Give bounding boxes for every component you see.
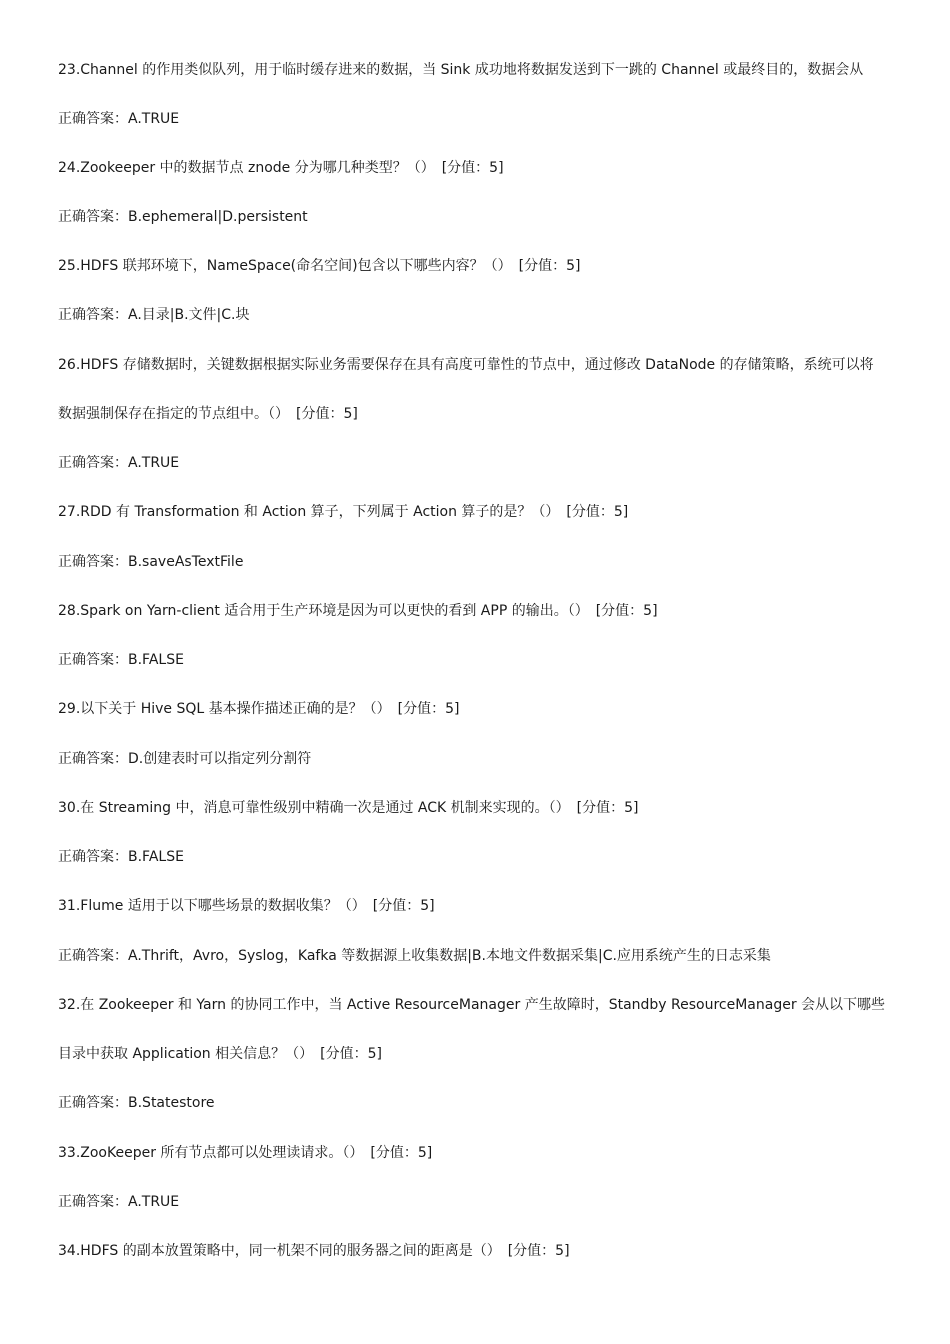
answer-24: 正确答案：B.ephemeral|D.persistent xyxy=(58,209,308,225)
question-24: 24.Zookeeper 中的数据节点 znode 分为哪几种类型？（） [分值：5] xyxy=(58,160,504,176)
question-23-text-line-1: 23.Channel 的作用类似队列，用于临时缓存进来的数据，当 Sink 成功地将数据发送到下一跳的 Channel 或最终目的，数据会从 xyxy=(58,62,864,78)
answer-28: 正确答案：B.FALSE xyxy=(58,652,184,668)
question-32-line-2: 目录中获取 Application 相关信息？（） [分值：5] xyxy=(58,1046,382,1062)
answer-32: 正确答案：B.Statestore xyxy=(58,1095,215,1111)
answer-29: 正确答案：D.创建表时可以指定列分割符 xyxy=(58,751,312,767)
question-30: 30.在 Streaming 中，消息可靠性级别中精确一次是通过 ACK 机制来实现的。（） [分值：5] xyxy=(58,800,639,816)
question-26-line-2: 数据强制保存在指定的节点组中。（） [分值：5] xyxy=(58,406,358,422)
answer-26: 正确答案：A.TRUE xyxy=(58,455,180,471)
question-34: 34.HDFS 的副本放置策略中，同一机架不同的服务器之间的距离是（） [分值：5] xyxy=(58,1243,570,1259)
question-33: 33.ZooKeeper 所有节点都可以处理读请求。（） [分值：5] xyxy=(58,1145,433,1161)
answer-27: 正确答案：B.saveAsTextFile xyxy=(58,554,244,570)
question-26-line-1: 26.HDFS 存储数据时，关键数据根据实际业务需要保存在具有高度可靠性的节点中，通过修改 DataNode 的存储策略，系统可以将 xyxy=(58,357,874,373)
question-31: 31.Flume 适用于以下哪些场景的数据收集？（） [分值：5] xyxy=(58,898,435,914)
answer-23: 正确答案：A.TRUE xyxy=(58,111,180,127)
answer-31: 正确答案：A.Thrift，Avro，Syslog，Kafka 等数据源上收集数据|B.本地文件数据采集|C.应用系统产生的日志采集 xyxy=(58,948,771,964)
question-32-line-1: 32.在 Zookeeper 和 Yarn 的协同工作中，当 Active ResourceManager 产生故障时，Standby ResourceManager 会从以下哪些 xyxy=(58,997,886,1013)
answer-30: 正确答案：B.FALSE xyxy=(58,849,184,865)
answer-25: 正确答案：A.目录|B.文件|C.块 xyxy=(58,307,250,323)
question-28: 28.Spark on Yarn-client 适合用于生产环境是因为可以更快的看到 APP 的输出。（） [分值：5] xyxy=(58,603,658,619)
question-25: 25.HDFS 联邦环境下，NameSpace(命名空间)包含以下哪些内容？（） [分值：5] xyxy=(58,258,581,274)
answer-33: 正确答案：A.TRUE xyxy=(58,1194,180,1210)
question-27: 27.RDD 有 Transformation 和 Action 算子，下列属于 Action 算子的是？（） [分值：5] xyxy=(58,504,629,520)
question-29: 29.以下关于 Hive SQL 基本操作描述正确的是？（） [分值：5] xyxy=(58,701,460,717)
